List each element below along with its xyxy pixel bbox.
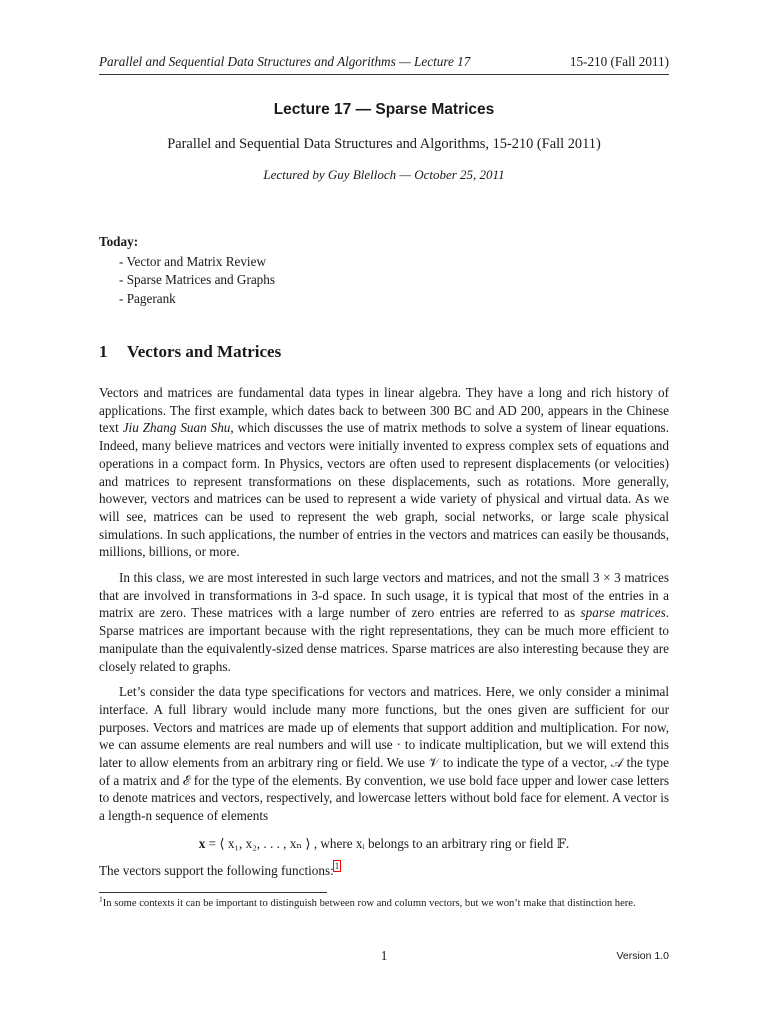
section-title: Vectors and Matrices — [127, 342, 282, 361]
paragraph-1 — [99, 384, 669, 561]
vector-symbol: x — [198, 835, 206, 851]
footnote-text: In some contexts it can be important to distinguish between row and column vectors, but we won’t make that distinction here. — [102, 898, 636, 909]
paragraph-4-text: The vectors support the following functions: — [99, 862, 334, 878]
lecture-byline: Lectured by Guy Blelloch — October 25, 2011 — [263, 167, 505, 182]
paragraph-4 — [99, 862, 669, 880]
lecture-subtitle: Parallel and Sequential Data Structures and Algorithms, 15-210 (Fall 2011) — [167, 136, 601, 152]
paragraph-1-part-b: , which discusses the use of matrix methods to solve a system of linear equations. Indeed, many believe matrices and vectors were initially invented to express complex sets of equations and operations in a compact form. In Physics, vectors are often used to represent displacements (or velocities) and matrices to represent transformations on these displacements, such as rotations. More generally, however, vectors and matrices can be used to represent a wide variety of physical and virtual data. As we will see, matrices can be used to represent the web graph, social networks, or large scale physical simulations. In such applications, the number of entries in the vectors and matrices can easily be thousands, millions, billions, or more. — [99, 420, 669, 560]
version-label: Version 1.0 — [616, 950, 669, 962]
agenda-list — [99, 253, 669, 309]
paragraph-2-part-a: In this class, we are most interested in such large vectors and matrices, and not the small 3 × 3 matrices that are involved in transformations in 3-d space. In such usage, it is typical that most of the entries in a matrix are zero. These matrices with a large number of zero entries are referred to as — [99, 570, 669, 621]
footnote-link[interactable]: 1 — [334, 861, 340, 872]
footnote — [99, 896, 669, 912]
paragraph-2-part-b: . Sparse matrices are important because with the right representations, they can be much more efficient to manipulate than the equivalently-sized dense matrices. Sparse matrices are also interesting because they are closely related to graphs. — [99, 605, 669, 674]
today-label: Today: — [99, 234, 139, 249]
page-number: 1 — [380, 948, 388, 963]
section-number: 1 — [99, 342, 108, 361]
sparse-matrices-emphasis: sparse matrices — [580, 605, 666, 621]
header-course-title: Parallel and Sequential Data Structures and Algorithms — Lecture 17 — [99, 54, 471, 69]
footnote-number: 1 — [99, 894, 103, 904]
header-divider — [99, 74, 669, 75]
paragraph-3: Let’s consider the data type specifications for vectors and matrices. Here, we only consider a minimal interface. A full library would include many more functions, but the ones given are sufficient for our purposes. Vectors and matrices are made up of elements that support addition and multiplication. For now, we can assume elements are real numbers and will use · to indicate multiplication, but we will extend this later to allow elements from an arbitrary ring or field. We use 𝒱 to indicate the type of a vector, 𝒜 the type of a matrix and ℰ for the type of the elements. By convention, we use bold face upper and lower case letters to denote matrices and vectors, respectively, and lowercase letters without bold face for element. A vector is a length-n sequence of elements — [99, 684, 669, 824]
agenda-item: - Pagerank — [119, 290, 176, 306]
section-heading — [99, 341, 669, 363]
body-text — [99, 384, 669, 887]
header-course-code: 15-210 (Fall 2011) — [569, 54, 669, 69]
today-agenda — [99, 233, 669, 308]
agenda-item: - Vector and Matrix Review — [119, 253, 266, 269]
lecture-title: Lecture 17 — Sparse Matrices — [273, 101, 495, 118]
book-title-emphasis: Jiu Zhang Suan Shu — [122, 420, 231, 436]
paragraph-2 — [99, 569, 669, 675]
footnote-divider — [99, 892, 327, 893]
vector-equation — [99, 835, 669, 853]
agenda-item: - Sparse Matrices and Graphs — [119, 272, 276, 287]
paragraph-1-part-a: Vectors and matrices are fundamental data types in linear algebra. They have a long and rich history of applications. The first example, which dates back to between 300 BC and AD 200, appears in the Chinese text — [99, 385, 669, 436]
vector-definition: = ⟨ x₁, x₂, . . . , xₙ ⟩ , where xᵢ belongs to an arbitrary ring or field 𝔽. — [205, 835, 570, 851]
